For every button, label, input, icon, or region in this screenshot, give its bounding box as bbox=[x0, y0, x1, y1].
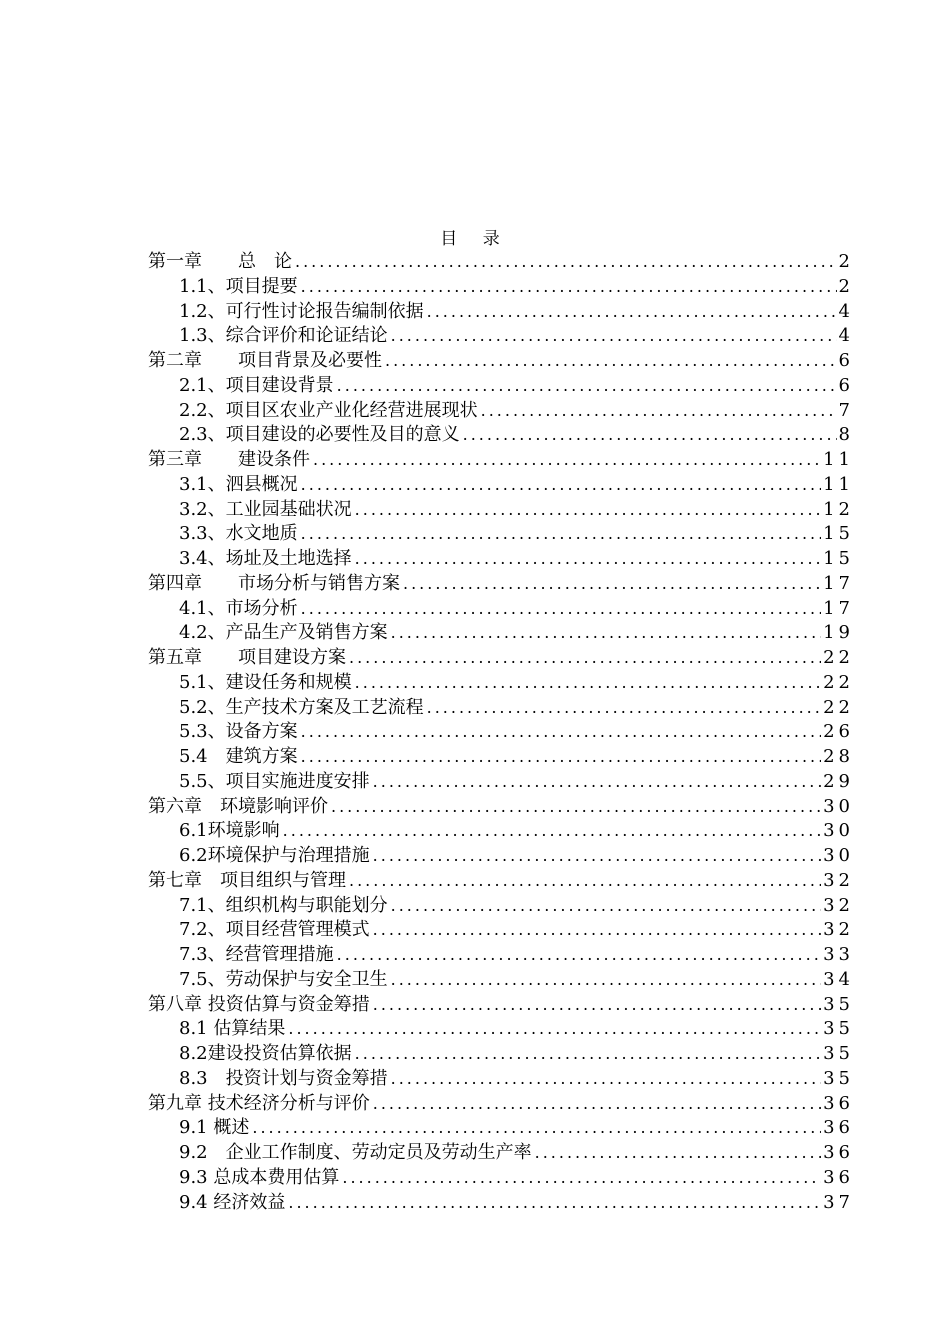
toc-page-number: 37 bbox=[823, 1191, 854, 1213]
toc-dot-leader bbox=[355, 671, 821, 696]
toc-section-entry[interactable] bbox=[148, 844, 854, 869]
toc-entry-label: 4.2、产品生产及销售方案 bbox=[179, 622, 388, 644]
toc-dot-leader bbox=[535, 1141, 821, 1166]
toc-entry-label: 第九章 技术经济分析与评价 bbox=[148, 1092, 370, 1114]
toc-dot-leader bbox=[301, 745, 821, 770]
toc-section-entry[interactable] bbox=[148, 918, 854, 943]
toc-page-number: 30 bbox=[823, 795, 854, 817]
toc-page-number: 34 bbox=[823, 968, 854, 990]
toc-dot-leader bbox=[463, 423, 837, 448]
toc-entry-label: 5.4 建筑方案 bbox=[179, 746, 298, 767]
toc-dot-leader bbox=[391, 968, 821, 993]
toc-section-entry[interactable] bbox=[148, 696, 854, 721]
toc-dot-leader bbox=[355, 1042, 821, 1067]
toc-dot-leader bbox=[373, 993, 821, 1018]
toc-dot-leader bbox=[301, 720, 821, 745]
toc-page-number: 15 bbox=[823, 548, 854, 569]
toc-section-entry[interactable] bbox=[148, 547, 854, 572]
toc-page-number: 8 bbox=[838, 424, 854, 446]
toc-dot-leader bbox=[288, 1191, 821, 1216]
toc-page-number: 35 bbox=[823, 1018, 854, 1040]
toc-chapter-entry[interactable] bbox=[148, 349, 854, 374]
toc-entry-label: 5.5、项目实施进度安排 bbox=[179, 770, 370, 792]
toc-entry-label: 1.2、可行性讨论报告编制依据 bbox=[179, 300, 424, 322]
toc-dot-leader bbox=[391, 324, 837, 349]
toc-section-entry[interactable] bbox=[148, 1191, 854, 1216]
toc-page-number: 36 bbox=[823, 1092, 854, 1114]
toc-chapter-entry[interactable] bbox=[148, 250, 854, 275]
toc-section-entry[interactable] bbox=[148, 1166, 854, 1191]
toc-section-entry[interactable] bbox=[148, 745, 854, 770]
toc-page-number: 33 bbox=[823, 944, 854, 965]
toc-dot-leader bbox=[301, 597, 821, 622]
toc-dot-leader bbox=[301, 473, 821, 498]
toc-dot-leader bbox=[403, 572, 821, 597]
toc-page-number: 7 bbox=[838, 399, 854, 421]
toc-entry-label: 3.3、水文地质 bbox=[179, 523, 298, 545]
toc-section-entry[interactable] bbox=[148, 423, 854, 448]
toc-entry-label: 9.1 概述 bbox=[179, 1117, 250, 1139]
toc-dot-leader bbox=[301, 522, 821, 547]
toc-title: 目 录 bbox=[440, 229, 510, 249]
toc-chapter-entry[interactable] bbox=[148, 869, 854, 894]
toc-entry-label: 2.2、项目区农业产业化经营进展现状 bbox=[179, 399, 478, 421]
toc-dot-leader bbox=[313, 448, 821, 473]
toc-entry-label: 7.2、项目经营管理模式 bbox=[179, 919, 370, 941]
toc-entry-label: 9.4 经济效益 bbox=[179, 1191, 286, 1213]
toc-section-entry[interactable] bbox=[148, 522, 854, 547]
toc-page-number: 26 bbox=[823, 721, 854, 743]
toc-entry-label: 第二章 项目背景及必要性 bbox=[148, 350, 382, 371]
toc-list bbox=[148, 250, 854, 1215]
toc-page-number: 11 bbox=[823, 473, 854, 495]
toc-entry-label: 第八章 投资估算与资金筹措 bbox=[148, 993, 370, 1015]
toc-dot-leader bbox=[349, 869, 821, 894]
toc-entry-label: 8.3 投资计划与资金筹措 bbox=[179, 1067, 388, 1089]
toc-section-entry[interactable] bbox=[148, 1042, 854, 1067]
toc-dot-leader bbox=[427, 696, 821, 721]
toc-dot-leader bbox=[288, 1017, 821, 1042]
toc-page-number: 35 bbox=[823, 1043, 854, 1064]
toc-page-number: 15 bbox=[823, 523, 854, 545]
toc-entry-label: 7.1、组织机构与职能划分 bbox=[179, 894, 388, 916]
toc-section-entry[interactable] bbox=[148, 597, 854, 622]
toc-entry-label: 第六章 环境影响评价 bbox=[148, 795, 328, 817]
toc-page-number: 36 bbox=[823, 1142, 854, 1163]
toc-page-number: 35 bbox=[823, 993, 854, 1015]
toc-entry-label: 7.3、经营管理措施 bbox=[179, 944, 334, 965]
toc-dot-leader bbox=[391, 621, 821, 646]
toc-page-number: 2 bbox=[838, 275, 854, 297]
toc-dot-leader bbox=[331, 795, 821, 820]
toc-chapter-entry[interactable] bbox=[148, 646, 854, 671]
toc-page-number: 11 bbox=[823, 449, 854, 470]
toc-page-number: 28 bbox=[823, 746, 854, 767]
toc-page-number: 36 bbox=[823, 1166, 854, 1188]
toc-section-entry[interactable] bbox=[148, 1141, 854, 1166]
toc-entry-label: 8.1 估算结果 bbox=[179, 1018, 286, 1040]
toc-section-entry[interactable] bbox=[148, 1116, 854, 1141]
toc-section-entry[interactable] bbox=[148, 473, 854, 498]
toc-section-entry[interactable] bbox=[148, 399, 854, 424]
toc-entry-label: 2.3、项目建设的必要性及目的意义 bbox=[179, 424, 460, 446]
toc-chapter-entry[interactable] bbox=[148, 1092, 854, 1117]
toc-entry-label: 5.3、设备方案 bbox=[179, 721, 298, 743]
toc-entry-label: 6.2环境保护与治理措施 bbox=[179, 845, 370, 866]
toc-dot-leader bbox=[301, 275, 837, 300]
toc-page-number: 22 bbox=[823, 671, 854, 693]
toc-dot-leader bbox=[349, 646, 821, 671]
toc-section-entry[interactable] bbox=[148, 1017, 854, 1042]
toc-entry-label: 第七章 项目组织与管理 bbox=[148, 869, 346, 891]
toc-page-number: 4 bbox=[838, 300, 854, 322]
toc-dot-leader bbox=[295, 250, 837, 275]
toc-entry-label: 第三章 建设条件 bbox=[148, 449, 310, 470]
toc-section-entry[interactable] bbox=[148, 374, 854, 399]
toc-section-entry[interactable] bbox=[148, 819, 854, 844]
toc-page-number: 19 bbox=[823, 622, 854, 644]
toc-dot-leader bbox=[252, 1116, 821, 1141]
toc-page-number: 32 bbox=[823, 894, 854, 916]
toc-dot-leader bbox=[481, 399, 837, 424]
toc-entry-label: 6.1环境影响 bbox=[179, 820, 280, 842]
toc-section-entry[interactable] bbox=[148, 324, 854, 349]
toc-section-entry[interactable] bbox=[148, 943, 854, 968]
toc-page-number: 12 bbox=[823, 498, 854, 520]
toc-page-number: 17 bbox=[823, 597, 854, 619]
toc-page-number: 22 bbox=[823, 647, 854, 668]
toc-entry-label: 1.3、综合评价和论证结论 bbox=[179, 325, 388, 347]
toc-page-number: 30 bbox=[823, 845, 854, 866]
toc-dot-leader bbox=[373, 918, 821, 943]
toc-dot-leader bbox=[355, 498, 821, 523]
toc-page-number: 4 bbox=[838, 325, 854, 347]
toc-page-number: 29 bbox=[823, 770, 854, 792]
toc-entry-label: 2.1、项目建设背景 bbox=[179, 374, 334, 396]
toc-entry-label: 第五章 项目建设方案 bbox=[148, 647, 346, 668]
toc-page-number: 32 bbox=[823, 869, 854, 891]
toc-entry-label: 4.1、市场分析 bbox=[179, 597, 298, 619]
toc-page-number: 17 bbox=[823, 572, 854, 594]
toc-section-entry[interactable] bbox=[148, 720, 854, 745]
toc-section-entry[interactable] bbox=[148, 770, 854, 795]
toc-entry-label: 第一章 总 论 bbox=[148, 251, 292, 272]
toc-dot-leader bbox=[342, 1166, 821, 1191]
toc-section-entry[interactable] bbox=[148, 621, 854, 646]
toc-section-entry[interactable] bbox=[148, 968, 854, 993]
toc-section-entry[interactable] bbox=[148, 300, 854, 325]
toc-section-entry[interactable] bbox=[148, 1067, 854, 1092]
toc-page-number: 36 bbox=[823, 1117, 854, 1139]
toc-page-number: 30 bbox=[823, 820, 854, 842]
toc-page-number: 2 bbox=[838, 251, 854, 272]
toc-section-entry[interactable] bbox=[148, 671, 854, 696]
toc-chapter-entry[interactable] bbox=[148, 993, 854, 1018]
toc-page-number: 22 bbox=[823, 696, 854, 718]
toc-dot-leader bbox=[355, 547, 821, 572]
toc-entry-label: 3.4、场址及土地选择 bbox=[179, 548, 352, 569]
toc-page-number: 6 bbox=[838, 374, 854, 396]
toc-dot-leader bbox=[373, 770, 821, 795]
toc-entry-label: 5.1、建设任务和规模 bbox=[179, 671, 352, 693]
toc-dot-leader bbox=[337, 374, 837, 399]
toc-entry-label: 9.2 企业工作制度、劳动定员及劳动生产率 bbox=[179, 1142, 532, 1163]
toc-section-entry[interactable] bbox=[148, 894, 854, 919]
toc-dot-leader bbox=[373, 1092, 821, 1117]
toc-dot-leader bbox=[337, 943, 821, 968]
toc-dot-leader bbox=[385, 349, 837, 374]
toc-entry-label: 7.5、劳动保护与安全卫生 bbox=[179, 968, 388, 990]
toc-dot-leader bbox=[373, 844, 821, 869]
toc-page-number: 6 bbox=[838, 350, 854, 371]
toc-entry-label: 3.1、泗县概况 bbox=[179, 473, 298, 495]
toc-entry-label: 3.2、工业园基础状况 bbox=[179, 498, 352, 520]
toc-section-entry[interactable] bbox=[148, 275, 854, 300]
toc-dot-leader bbox=[391, 1067, 821, 1092]
toc-entry-label: 8.2建设投资估算依据 bbox=[179, 1043, 352, 1064]
toc-section-entry[interactable] bbox=[148, 498, 854, 523]
toc-dot-leader bbox=[283, 819, 821, 844]
toc-entry-label: 5.2、生产技术方案及工艺流程 bbox=[179, 696, 424, 718]
toc-page-number: 35 bbox=[823, 1067, 854, 1089]
toc-page-number: 32 bbox=[823, 919, 854, 941]
toc-entry-label: 第四章 市场分析与销售方案 bbox=[148, 572, 400, 594]
toc-chapter-entry[interactable] bbox=[148, 448, 854, 473]
toc-chapter-entry[interactable] bbox=[148, 795, 854, 820]
toc-entry-label: 1.1、项目提要 bbox=[179, 275, 298, 297]
toc-chapter-entry[interactable] bbox=[148, 572, 854, 597]
toc-dot-leader bbox=[391, 894, 821, 919]
toc-dot-leader bbox=[427, 300, 837, 325]
toc-entry-label: 9.3 总成本费用估算 bbox=[179, 1166, 340, 1188]
